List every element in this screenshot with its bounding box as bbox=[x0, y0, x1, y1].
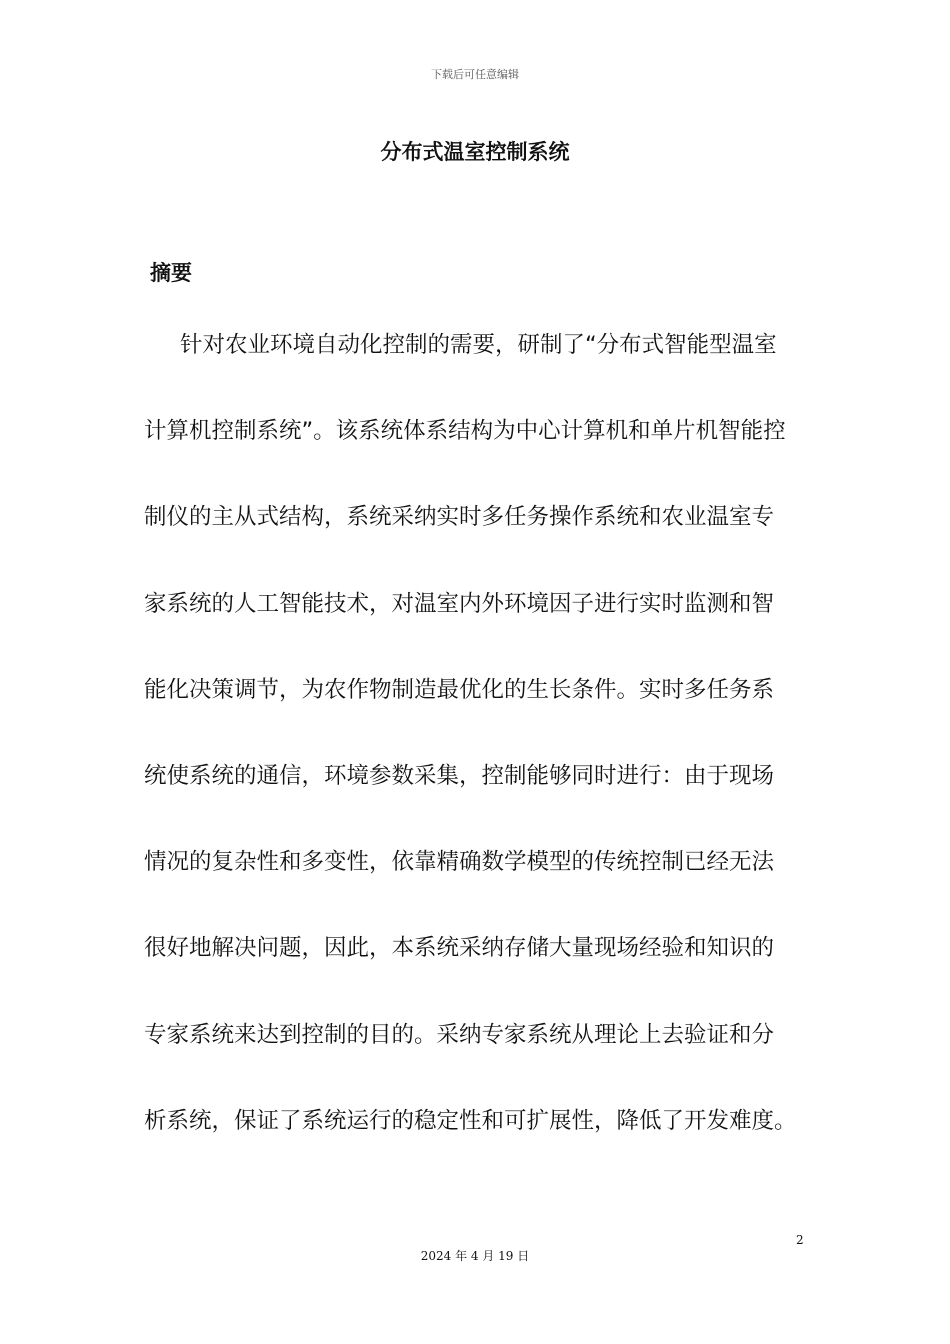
abstract-line: 针对农业环境自动化控制的需要，研制了“分布式智能型温室 bbox=[180, 332, 777, 358]
document-title: 分布式温室控制系统 bbox=[380, 140, 570, 164]
footer-date: 2024 年 4 月 19 日 bbox=[420, 1249, 530, 1263]
abstract-line: 计算机控制系统”。该系统体系结构为中心计算机和单片机智能控 bbox=[144, 418, 786, 445]
abstract-line: 统使系统的通信，环境参数采集，控制能够同时进行：由于现场 bbox=[144, 762, 775, 789]
abstract-line: 制仪的主从式结构，系统采纳实时多任务操作系统和农业温室专 bbox=[144, 504, 775, 531]
abstract-line: 很好地解决问题，因此，本系统采纳存储大量现场经验和知识的 bbox=[144, 935, 775, 962]
abstract-line: 能化决策调节，为农作物制造最优化的生长条件。实时多任务系 bbox=[144, 676, 775, 703]
abstract-heading: 摘要 bbox=[150, 261, 192, 285]
abstract-line: 家系统的人工智能技术，对温室内外环境因子进行实时监测和智 bbox=[144, 590, 775, 617]
page-number: 2 bbox=[796, 1233, 804, 1247]
abstract-line: 情况的复杂性和多变性，依靠精确数学模型的传统控制已经无法 bbox=[144, 849, 775, 876]
abstract-line: 析系统，保证了系统运行的稳定性和可扩展性，降低了开发难度。 bbox=[144, 1107, 797, 1134]
header-note: 下载后可任意编辑 bbox=[431, 68, 519, 81]
abstract-body bbox=[144, 325, 824, 1187]
abstract-line: 专家系统来达到控制的目的。采纳专家系统从理论上去验证和分 bbox=[144, 1021, 775, 1048]
